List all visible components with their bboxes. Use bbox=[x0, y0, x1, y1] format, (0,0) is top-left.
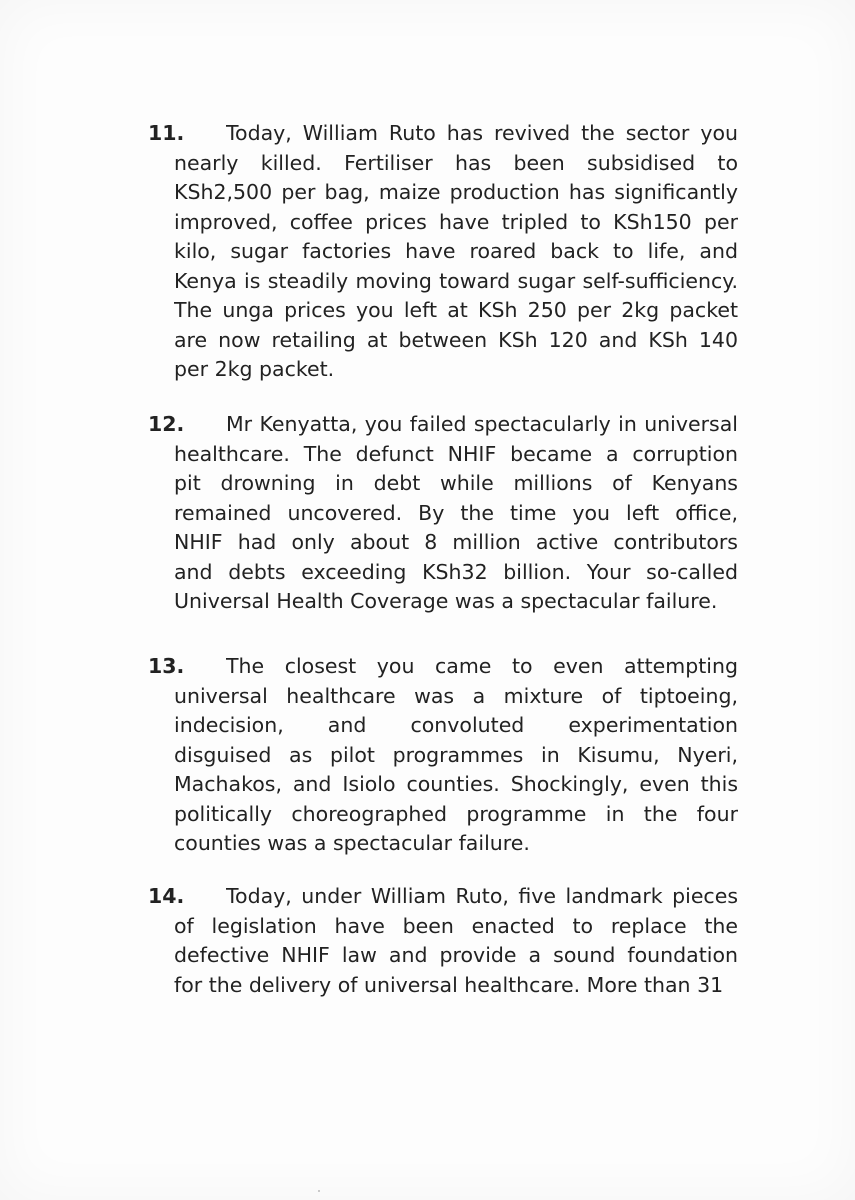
paragraph-line: per 2kg packet. bbox=[174, 357, 335, 381]
paragraph-line: improved, coffee prices have tripled to KSh150 per bbox=[174, 209, 738, 234]
paragraph-11 bbox=[148, 119, 738, 385]
paragraph-line: are now retailing at between KSh 120 and KSh 140 bbox=[174, 327, 738, 352]
paragraph-line: politically choreographed programme in the four bbox=[174, 801, 738, 826]
paragraph-line: NHIF had only about 8 million active contributors bbox=[174, 530, 738, 554]
paragraph-line: Mr Kenyatta, you failed spectacularly in universal bbox=[226, 412, 738, 436]
paragraph-line: defective NHIF law and provide a sound foundation bbox=[174, 943, 738, 967]
scan-speck bbox=[318, 1190, 320, 1192]
paragraph-line: remained uncovered. By the time you left office, bbox=[174, 500, 738, 525]
paragraph-line: Universal Health Coverage was a spectacular failure. bbox=[174, 589, 718, 613]
paragraph-line: Machakos, and Isiolo counties. Shockingly, even this bbox=[174, 772, 738, 796]
paragraph-line: The closest you came to even attempting bbox=[226, 654, 738, 678]
paragraph-number: 12. bbox=[148, 412, 185, 436]
paragraph-line: of legislation have been enacted to replace the bbox=[174, 913, 738, 938]
paragraph-line: KSh2,500 per bag, maize production has significantly bbox=[174, 180, 738, 204]
paragraph-line: disguised as pilot programmes in Kisumu, Nyeri, bbox=[174, 742, 738, 767]
paragraph-line: counties was a spectacular failure. bbox=[174, 831, 530, 855]
paragraph-line: Kenya is steadily moving toward sugar self-sufficiency. bbox=[174, 268, 738, 293]
paragraph-line: The unga prices you left at KSh 250 per 2kg packet bbox=[174, 298, 738, 322]
paragraph-line: and debts exceeding KSh32 billion. Your so-called bbox=[174, 559, 738, 584]
paragraph-number: 13. bbox=[148, 654, 185, 678]
paragraph-line: Today, under William Ruto, five landmark pieces bbox=[226, 884, 738, 908]
paragraph-line: universal healthcare was a mixture of tiptoeing, bbox=[174, 683, 738, 708]
paragraph-line: indecision, and convoluted experimentation bbox=[174, 713, 738, 737]
paragraph-line: healthcare. The defunct NHIF became a corruption bbox=[174, 441, 738, 466]
paragraph-number: 11. bbox=[148, 121, 185, 145]
paragraph-number: 14. bbox=[148, 884, 185, 908]
paragraph-line: nearly killed. Fertiliser has been subsidised to bbox=[174, 150, 738, 175]
paragraph-line: pit drowning in debt while millions of Kenyans bbox=[174, 471, 738, 495]
paragraph-line: Today, William Ruto has revived the sector you bbox=[226, 121, 738, 145]
paragraph-line: kilo, sugar factories have roared back to life, and bbox=[174, 239, 738, 263]
paragraph-14 bbox=[148, 882, 738, 1000]
paragraph-13 bbox=[148, 652, 738, 859]
paragraph-12 bbox=[148, 410, 738, 617]
paragraph-line: for the delivery of universal healthcare. More than 31 bbox=[174, 972, 724, 997]
